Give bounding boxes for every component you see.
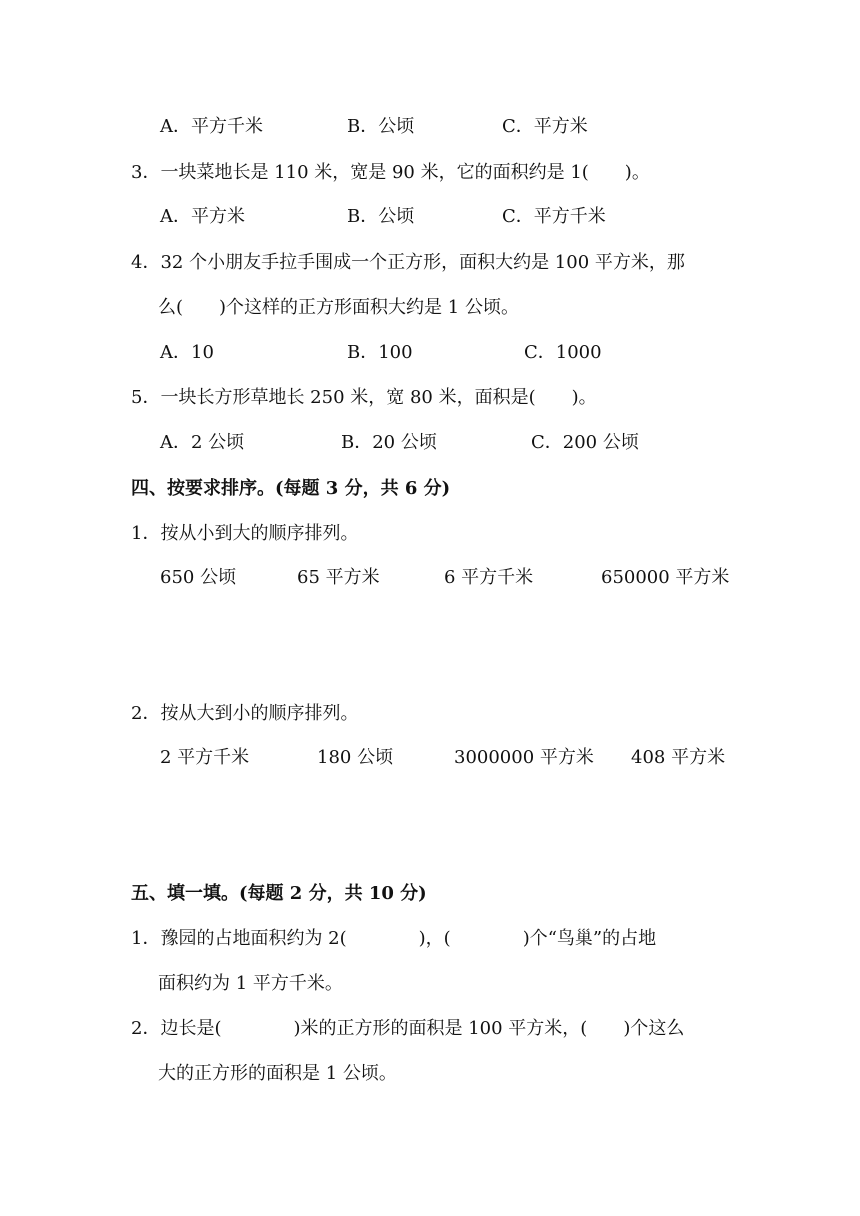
q4-option-c: C．1000 [524,342,602,363]
q5-stem: 5．一块长方形草地长 250 米，宽 80 米，面积是( )。 [131,387,597,408]
section4-item1-value: 65 平方米 [297,567,380,588]
q2-option-c: C．平方米 [502,116,588,137]
q2-option-b: B．公顷 [347,116,415,137]
section4-title: 四、按要求排序。(每题 3 分，共 6 分) [131,478,451,499]
section5-item1-line1: 1．豫园的占地面积约为 2( )，( )个“鸟巢”的占地 [131,928,657,949]
q5-option-b: B．20 公顷 [341,432,437,453]
section4-item2-stem: 2．按从大到小的顺序排列。 [131,703,359,724]
section5-item2-line2: 大的正方形的面积是 1 公顷。 [158,1063,397,1084]
section4-item2-value: 180 公顷 [317,747,394,768]
section5-title: 五、填一填。(每题 2 分，共 10 分) [131,883,427,904]
q3-option-b: B．公顷 [347,206,415,227]
q4-stem-line2: 么( )个这样的正方形面积大约是 1 公顷。 [158,297,519,318]
q4-option-b: B．100 [347,342,413,363]
q5-option-a: A．2 公顷 [160,432,245,453]
section4-item1-stem: 1．按从小到大的顺序排列。 [131,523,359,544]
section4-item1-value: 6 平方千米 [444,567,534,588]
q2-option-a: A．平方千米 [160,116,263,137]
section5-item2-line1: 2．边长是( )米的正方形的面积是 100 平方米，( )个这么 [131,1018,685,1039]
q3-stem: 3．一块菜地长是 110 米，宽是 90 米，它的面积约是 1( )。 [131,162,650,183]
section5-item1-line2: 面积约为 1 平方千米。 [158,973,343,994]
section4-item2-value: 2 平方千米 [160,747,250,768]
section4-item1-value: 650 公顷 [160,567,237,588]
section4-item2-value: 408 平方米 [631,747,726,768]
section4-item1-value: 650000 平方米 [601,567,730,588]
q4-option-a: A．10 [160,342,214,363]
q5-option-c: C．200 公顷 [531,432,639,453]
q3-option-a: A．平方米 [160,206,245,227]
q3-option-c: C．平方千米 [502,206,606,227]
section4-item2-value: 3000000 平方米 [454,747,594,768]
q4-stem-line1: 4．32 个小朋友手拉手围成一个正方形，面积大约是 100 平方米，那 [131,252,685,273]
